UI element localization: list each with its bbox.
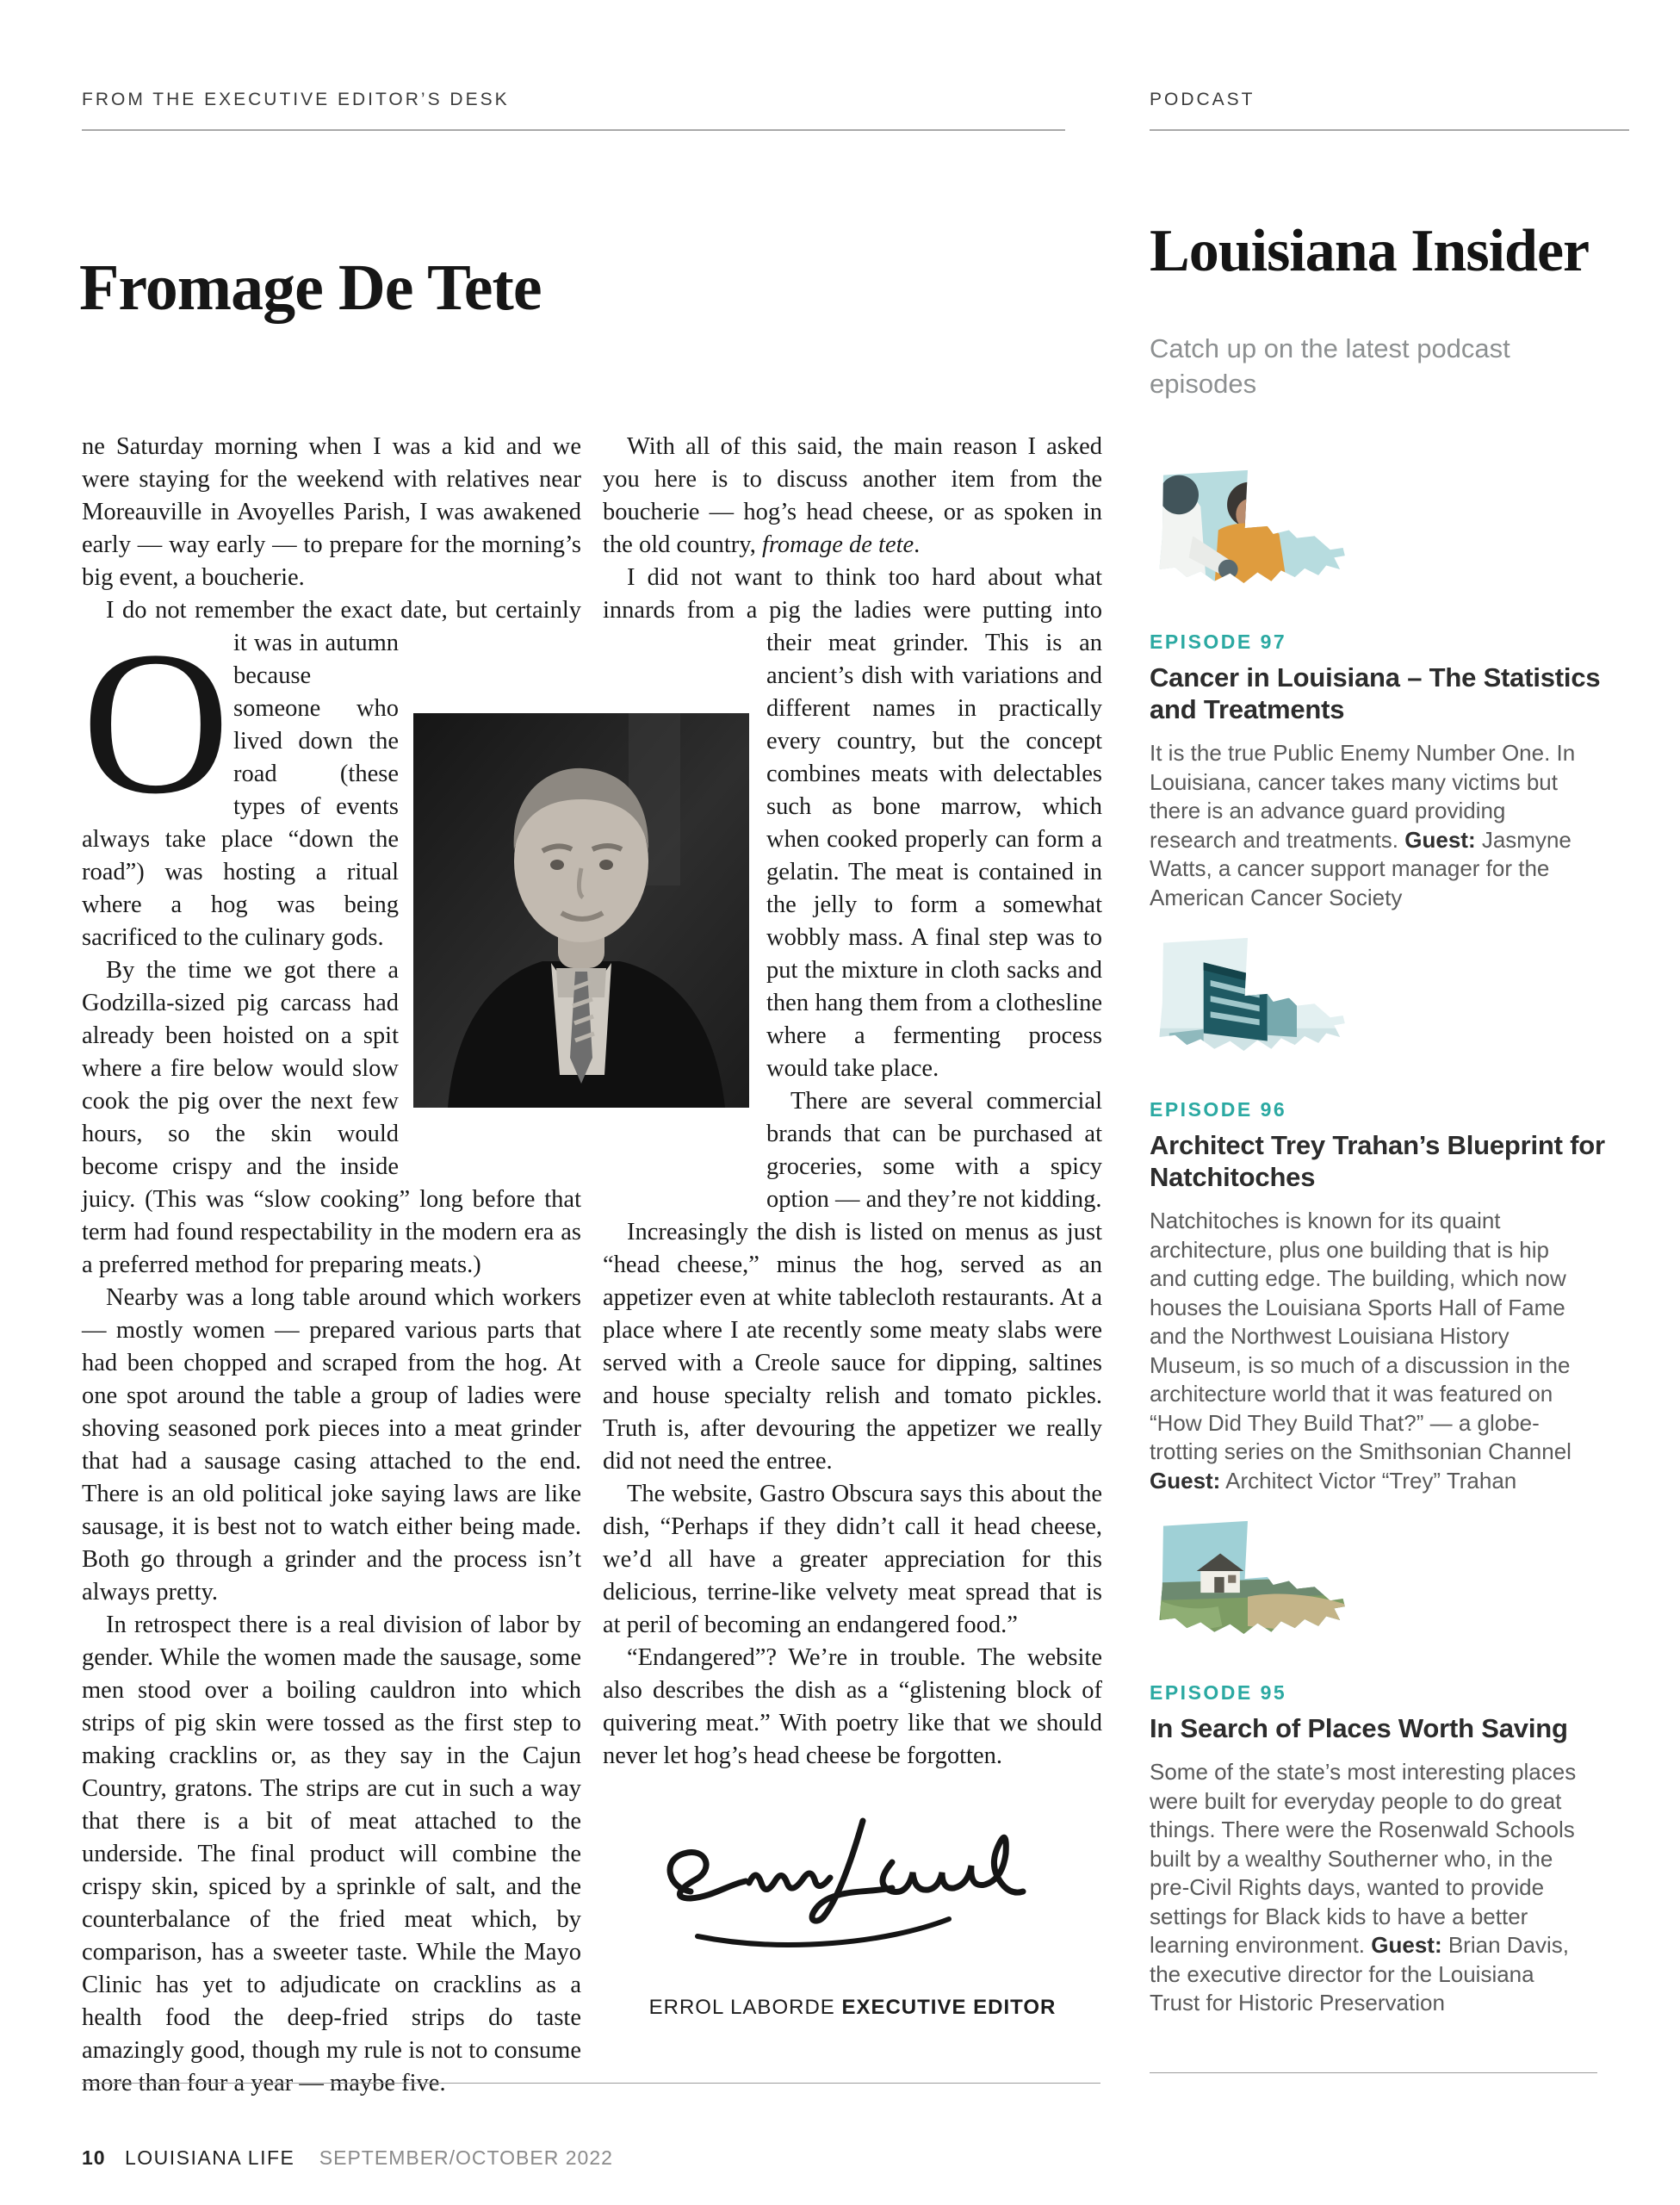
- guest-name: Jasmyne Watts, a cancer support manager for the American Cancer Society: [1150, 826, 1572, 910]
- paragraph: “Endangered”? We’re in trouble. The website also describes the dish as a “glistening block of quivering meat.” With poetry like that we should never let hog’s head cheese be forgotten.: [603, 1644, 1102, 1769]
- paragraph-text: .: [914, 531, 921, 558]
- editor-role: EXECUTIVE EDITOR: [841, 1996, 1057, 2019]
- paragraph: In retrospect there is a real division of labor by gender. While the women made the sausage, some men stood over a boiling cauldron into which strips of pig skin were tossed as the first step to making cracklins or, as they say in the Cajun Country, gratons. The strips are cut in such a way that there is a bit of meat attached to the underside. The final product will combine the crispy skin, spiced by a sprinkle of salt, and the counterbalance of the fried meat which, by comparison, has a sweeter taste. While the Mayo Clinic has yet to adjudicate on cracklins as a health food the deep-fried strips do taste amazingly good, though my rule is not to consume more than four a year — maybe five.: [82, 1612, 581, 2096]
- episode-title: Cancer in Louisiana – The Statistics and Treatments: [1150, 662, 1601, 725]
- guest-label: Guest:: [1404, 826, 1476, 853]
- paragraph: I do not remember the exact date, but certainly it was in autumn because someone who lived down the road (these types of events always take place “down the road”) was hosting a ritual where a hog was being sacrificed to the culinary gods.: [82, 597, 581, 951]
- episode-card-95: [1150, 1518, 1629, 2018]
- episode-number-label: EPISODE 95: [1150, 1681, 1287, 1705]
- article-title: Fromage De Tete: [79, 251, 542, 324]
- episode-description: [1150, 739, 1589, 912]
- episode-96-image: [1150, 935, 1346, 1083]
- episode-97-image: [1150, 467, 1346, 615]
- paragraph: There are several commercial brands that can be purchased at groceries, some with a spicy option — and they’re not kidding.: [766, 1088, 1102, 1213]
- paragraph: [603, 431, 1102, 562]
- episode-card-97: [1150, 467, 1629, 912]
- italic-phrase: fromage de tete: [761, 531, 914, 558]
- episode-number-label: EPISODE 97: [1150, 630, 1287, 654]
- sidebar-title: Louisiana Insider: [1150, 218, 1590, 284]
- page-footer: [82, 2146, 613, 2170]
- guest-label: Guest:: [1371, 1932, 1442, 1959]
- episode-title: Architect Trey Trahan’s Blueprint for Natchitoches: [1150, 1130, 1605, 1193]
- article-bottom-rule: [82, 2083, 1100, 2084]
- episode-95-image: [1150, 1518, 1346, 1666]
- editor-name: ERROL LABORDE: [648, 1996, 835, 2019]
- episode-description-text: Natchitoches is known for its quaint architecture, plus one building that is hip and cutting edge. The building, which now houses the Louisiana Sports Hall of Fame and the Northwest Louisiana History Museum, is so much of a discussion in the architecture world that it was featured on “How Did They Build That?” — a globe-trotting series on the Smithsonian Channel: [1150, 1208, 1572, 1465]
- signature-block: [646, 1809, 1059, 2024]
- guest-label: Guest:: [1150, 1467, 1221, 1494]
- header-rule: [1150, 129, 1629, 131]
- page-number: 10: [82, 2146, 106, 2169]
- guest-name: Brian Davis, the executive director for the Louisiana Trust for Historic Preservation: [1150, 1932, 1569, 2016]
- guest-name: Architect Victor “Trey” Trahan: [1220, 1467, 1517, 1494]
- paragraph: The website, Gastro Obscura says this about the dish, “Perhaps if they didn’t call it head cheese, we’d all have a greater appreciation for this delicious, terrine-like velvety meat spread that is at peril of becoming an endangered food.”: [603, 1481, 1102, 1638]
- drop-cap: O: [82, 610, 230, 836]
- article-columns: [82, 431, 1102, 2100]
- episode-description: [1150, 1207, 1589, 1495]
- episode-number-label: EPISODE 96: [1150, 1098, 1287, 1121]
- article-column-2: [603, 431, 1102, 2100]
- sidebar-bottom-rule: [1150, 2072, 1597, 2073]
- episode-description: [1150, 1758, 1589, 2018]
- paragraph-text: ne Saturday morning when I was a kid and we were staying for the weekend with relatives near Moreauville in Avoyelles Parish, I was awakened early — way early — to prepare for the morning’s big event, a boucherie.: [82, 433, 581, 591]
- episode-card-96: [1150, 935, 1629, 1495]
- signature-caption: [646, 1991, 1059, 2024]
- paragraph: I did not want to think too hard about what innards from a pig the ladies were putting into their meat grinder. This is an ancient’s dish with variations and different names in practically every country, but the concept combines meats with delectables such as bone marrow, which when cooked properly can form a gelatin. The meat is contained in the jelly to form a somewhat wobbly mass. A final step was to put the mixture in cloth sacks and then hang them from a clothesline where a fermenting process would take place.: [603, 564, 1102, 1082]
- issue-date: SEPTEMBER/OCTOBER 2022: [319, 2146, 613, 2169]
- signature: [646, 1809, 1059, 1960]
- paragraph: Increasingly the dish is listed on menus as just “head cheese,” minus the hog, served as an appetizer even at white tablecloth restaurants. At a place where I ate recently some meaty slabs were served with a Creole sauce for dipping, saltines and house specialty relish and tomato pickles. Truth is, after devouring the appetizer we really did not need the entree.: [603, 1219, 1102, 1475]
- article-column-1: [82, 431, 581, 2100]
- podcast-kicker: PODCAST: [1150, 90, 1255, 109]
- editor-photo: [413, 713, 749, 1108]
- section-header-left: [82, 90, 1065, 131]
- episode-description-text: It is the true Public Enemy Number One. In Louisiana, cancer takes many victims but there is an advance guard providing research and treatments.: [1150, 740, 1576, 853]
- paragraph-text: With all of this said, the main reason I asked you here is to discuss another item from the boucherie — hog’s head cheese, or as spoken in the old country,: [603, 433, 1102, 558]
- podcast-sidebar: [1150, 172, 1629, 2018]
- episode-description-text: Some of the state’s most interesting places were built for everyday people to do great things. There were the Rosenwald Schools built by a wealthy Southerner who, in the pre-Civil Rights days, wanted to provide settings for Black kids to have a better learning environment.: [1150, 1759, 1577, 1959]
- paragraph: By the time we got there a Godzilla-sized pig carcass had already been hoisted on a spit where a fire below would slow cook the pig over the next few hours, so the skin would become crispy and the inside juicy. (This was “slow cooking” long before that term had found respectability in the modern era as a preferred method for preparing meats.): [82, 957, 581, 1278]
- section-kicker: FROM THE EXECUTIVE EDITOR’S DESK: [82, 90, 510, 109]
- paragraph: Nearby was a long table around which workers — mostly women — prepared various parts that had been chopped and scraped from the hog. At one spot around the table a group of ladies were shoving seasoned pork pieces into a meat grinder that had a sausage casing attached to the end. There is an old political joke saying laws are like sausage, it is best not to watch either being made. Both go through a grinder and the process isn’t always pretty.: [82, 1284, 581, 1606]
- magazine-name: LOUISIANA LIFE: [124, 2146, 295, 2169]
- sidebar-subtitle: Catch up on the latest podcast episodes: [1150, 333, 1510, 400]
- header-rule: [82, 129, 1065, 131]
- section-header-right: [1150, 90, 1629, 131]
- episode-title: In Search of Places Worth Saving: [1150, 1713, 1568, 1744]
